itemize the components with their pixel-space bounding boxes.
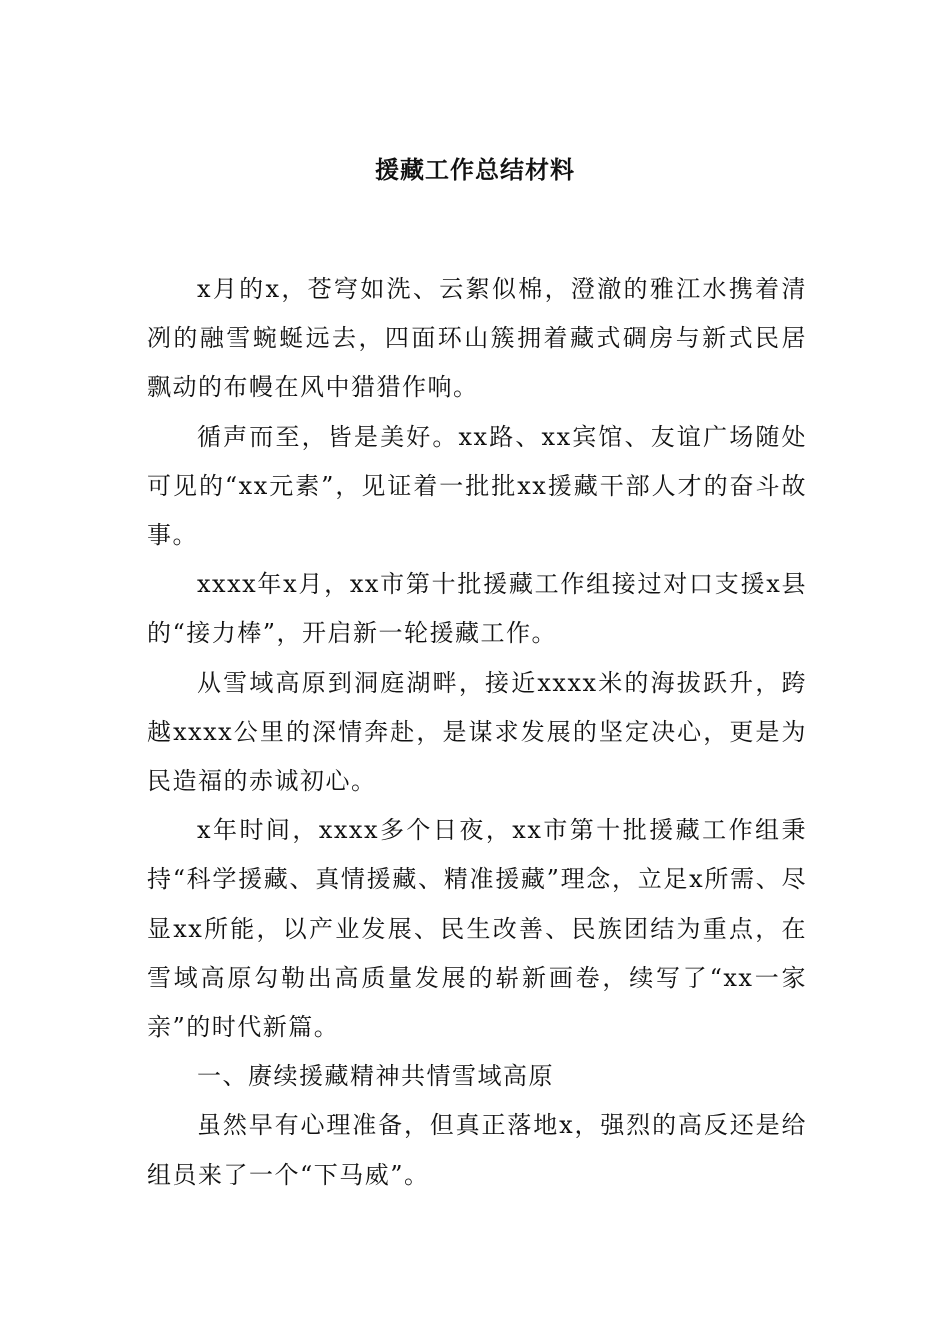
paragraph-6: 虽然早有心理准备，但真正落地x，强烈的高反还是给组员来了一个“下马威”。 (147, 1111, 807, 1189)
paragraph-3: xxxx年x月，xx市第十批援藏工作组接过对口支援x县的“接力棒”，开启新一轮援藏工作。 (147, 570, 807, 648)
document-body (147, 265, 807, 1200)
document-title: 援藏工作总结材料 (375, 155, 575, 184)
section-heading-1: 一、赓续援藏精神共情雪域高原 (197, 1062, 554, 1091)
paragraph-2: 循声而至，皆是美好。xx路、xx宾馆、友谊广场随处可见的“xx元素”，见证着一批批xx援藏干部人才的奋斗故事。 (147, 422, 807, 550)
paragraph-4: 从雪域高原到洞庭湖畔，接近xxxx米的海拔跃升，跨越xxxx公里的深情奔赴，是谋求发展的坚定决心，更是为民造福的赤诚初心。 (147, 668, 807, 796)
paragraph-5: x年时间，xxxx多个日夜，xx市第十批援藏工作组秉持“科学援藏、真情援藏、精准援藏”理念，立足x所需、尽显xx所能，以产业发展、民生改善、民族团结为重点，在雪域高原勾勒出高质量发展的崭新画卷，续写了“xx一家亲”的时代新篇。 (147, 816, 807, 1042)
paragraph-1: x月的x，苍穹如洗、云絮似棉，澄澈的雅江水携着清冽的融雪蜿蜒远去，四面环山簇拥着藏式碉房与新式民居飘动的布幔在风中猎猎作响。 (147, 275, 807, 402)
